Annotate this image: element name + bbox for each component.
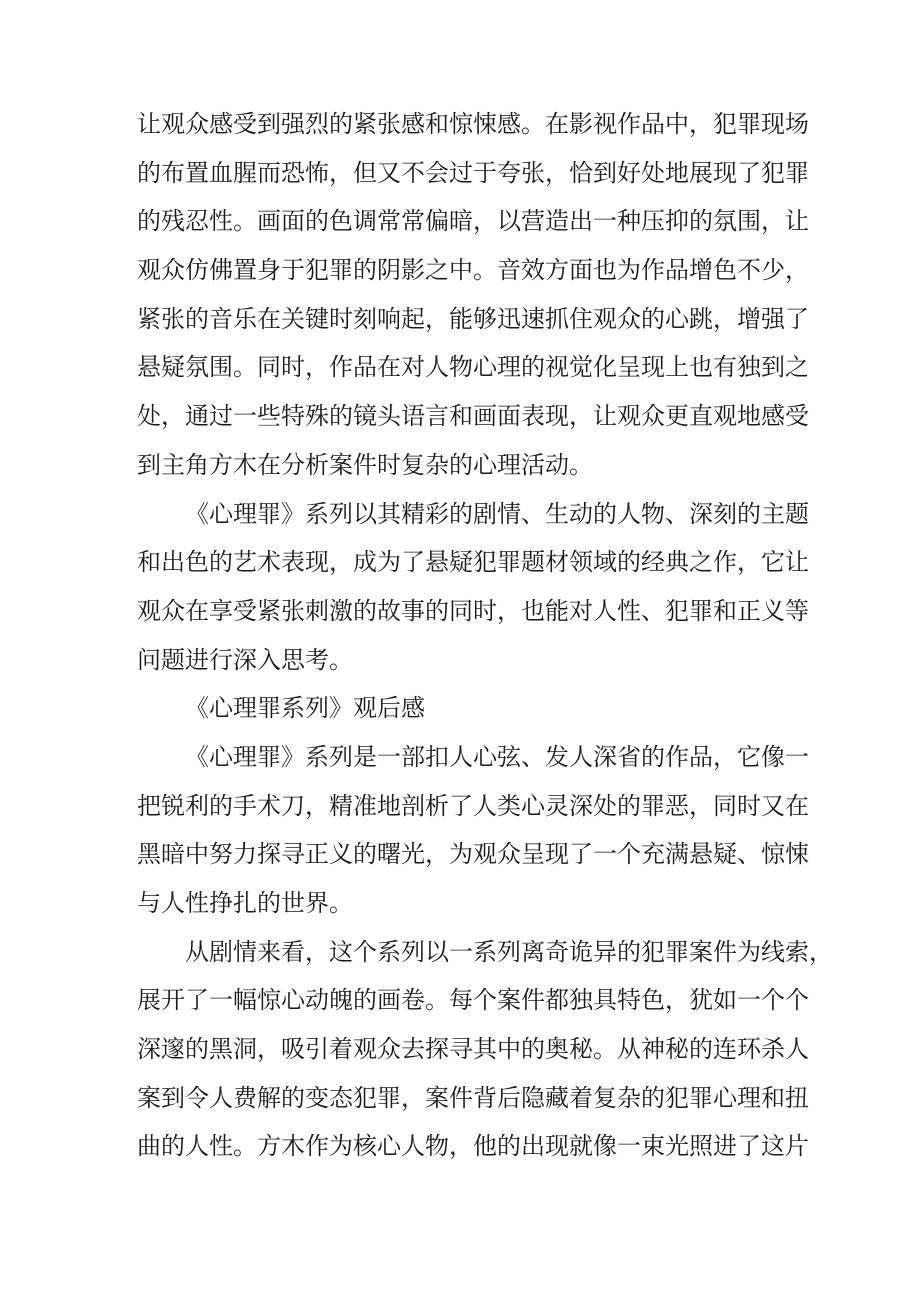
paragraph-line: 让观众感受到强烈的紧张感和惊悚感。在影视作品中，犯罪现场 [137,110,809,138]
paragraph-line: 案到令人费解的变态犯罪，案件背后隐藏着复杂的犯罪心理和扭 [137,1083,809,1112]
paragraph-line: 深邃的黑洞，吸引着观众去探寻其中的奥秘。从神秘的连环杀人 [137,1035,809,1064]
paragraph-line: 观众仿佛置身于犯罪的阴影之中。音效方面也为作品增色不少， [137,256,809,285]
paragraph-first-line: 《心理罪》系列以其精彩的剧情、生动的人物、深刻的主题 [185,499,809,528]
paragraph-line: 紧张的音乐在关键时刻响起，能够迅速抓住观众的心跳，增强了 [137,304,809,333]
paragraph-first-line: 从剧情来看，这个系列以一系列离奇诡异的犯罪案件为线索， [185,937,833,966]
paragraph-line: 处，通过一些特殊的镜头语言和画面表现，让观众更直观地感受 [137,402,809,431]
paragraph-line: 的布置血腥而恐怖，但又不会过于夸张，恰到好处地展现了犯罪 [137,158,809,187]
paragraph-line: 到主角方木在分析案件时复杂的心理活动。 [137,450,593,479]
paragraph-line: 的残忍性。画面的色调常常偏暗，以营造出一种压抑的氛围，让 [137,207,809,236]
paragraph-line: 展开了一幅惊心动魄的画卷。每个案件都独具特色，犹如一个个 [137,986,809,1015]
paragraph-line: 黑暗中努力探寻正义的曙光，为观众呈现了一个充满悬疑、惊悚 [137,840,809,869]
paragraph-first-line: 《心理罪》系列是一部扣人心弦、发人深省的作品，它像一 [185,742,809,771]
paragraph-line: 观众在享受紧张刺激的故事的同时，也能对人性、犯罪和正义等 [137,596,809,625]
section-title: 《心理罪系列》观后感 [185,694,425,723]
paragraph-line: 和出色的艺术表现，成为了悬疑犯罪题材领域的经典之作，它让 [137,548,809,577]
paragraph-line: 把锐利的手术刀，精准地剖析了人类心灵深处的罪恶，同时又在 [137,791,809,820]
paragraph-line: 曲的人性。方木作为核心人物，他的出现就像一束光照进了这片 [137,1132,809,1161]
paragraph-line: 与人性挣扎的世界。 [137,889,353,917]
document-body [137,100,833,1171]
paragraph-line: 悬疑氛围。同时，作品在对人物心理的视觉化呈现上也有独到之 [137,353,809,382]
paragraph-line: 问题进行深入思考。 [137,645,353,674]
